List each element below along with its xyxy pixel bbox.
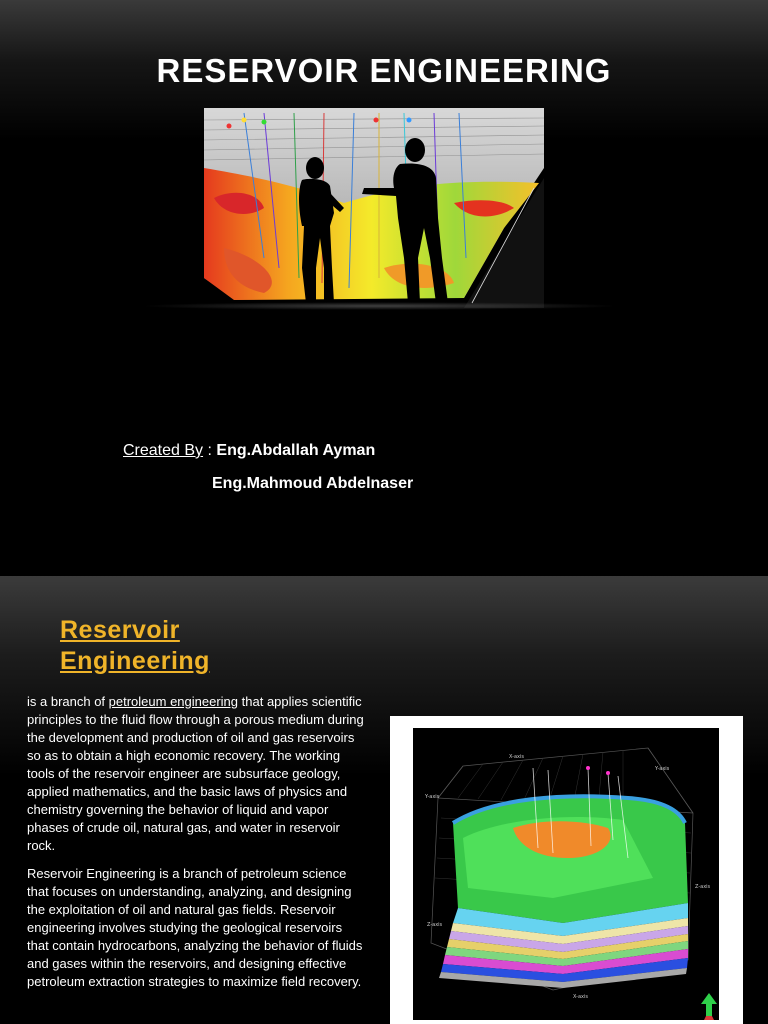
model-axis-label: Z-axis [695,884,711,890]
model-axis-label: X-axis [573,994,588,1000]
model-axis-label: Z-axis [427,922,443,928]
section-heading [60,615,260,677]
paragraph-1-rest: that applies scientific principles to the fluid flow through a porous medium during the development and production of oil and gas reservoirs so as to obtain a high economic recovery. The working tools of the reservoir engineer are subsurface geology, applied mathematics, and the basic laws of physics and chemistry governing the behavior of liquid and vapor phases of crude oil, natural gas, and water in reservoir rock. [27,694,364,853]
created-by-separator: : [203,442,217,459]
reservoir-model-frame [390,716,743,1024]
created-by-line [123,442,375,460]
paragraph-1 [27,693,367,855]
model-axis-label: X-axis [509,754,524,760]
slide-title: RESERVOIR ENGINEERING [156,52,612,89]
section-heading-text: Reservoir Engineering [60,616,210,675]
paragraph-1-prefix: is a branch of [27,694,109,709]
paragraph-2: Reservoir Engineering is a branch of petroleum science that focuses on understanding, analyzing, and designing the exploitation of oil and natural gas fields. Reservoir engineering involves studying the geological reservoirs that contain hydrocarbons, analyzing the behavior of fluids and gases within the reservoirs, and designing effective petroleum extraction strategies to maximize field recovery. [27,866,363,989]
floor-reflection [140,302,620,310]
hero-image [204,108,544,308]
model-axis-label: Y-axis [655,766,670,772]
reservoir-3d-model-image [413,728,719,1020]
petroleum-engineering-link[interactable]: petroleum engineering [108,694,239,709]
created-by-label: Created By [123,442,204,459]
model-axis-label: Y-axis [425,794,440,800]
author-2: Eng.Mahmoud Abdelnaser [212,475,414,492]
author-1: Eng.Abdallah Ayman [216,442,376,459]
